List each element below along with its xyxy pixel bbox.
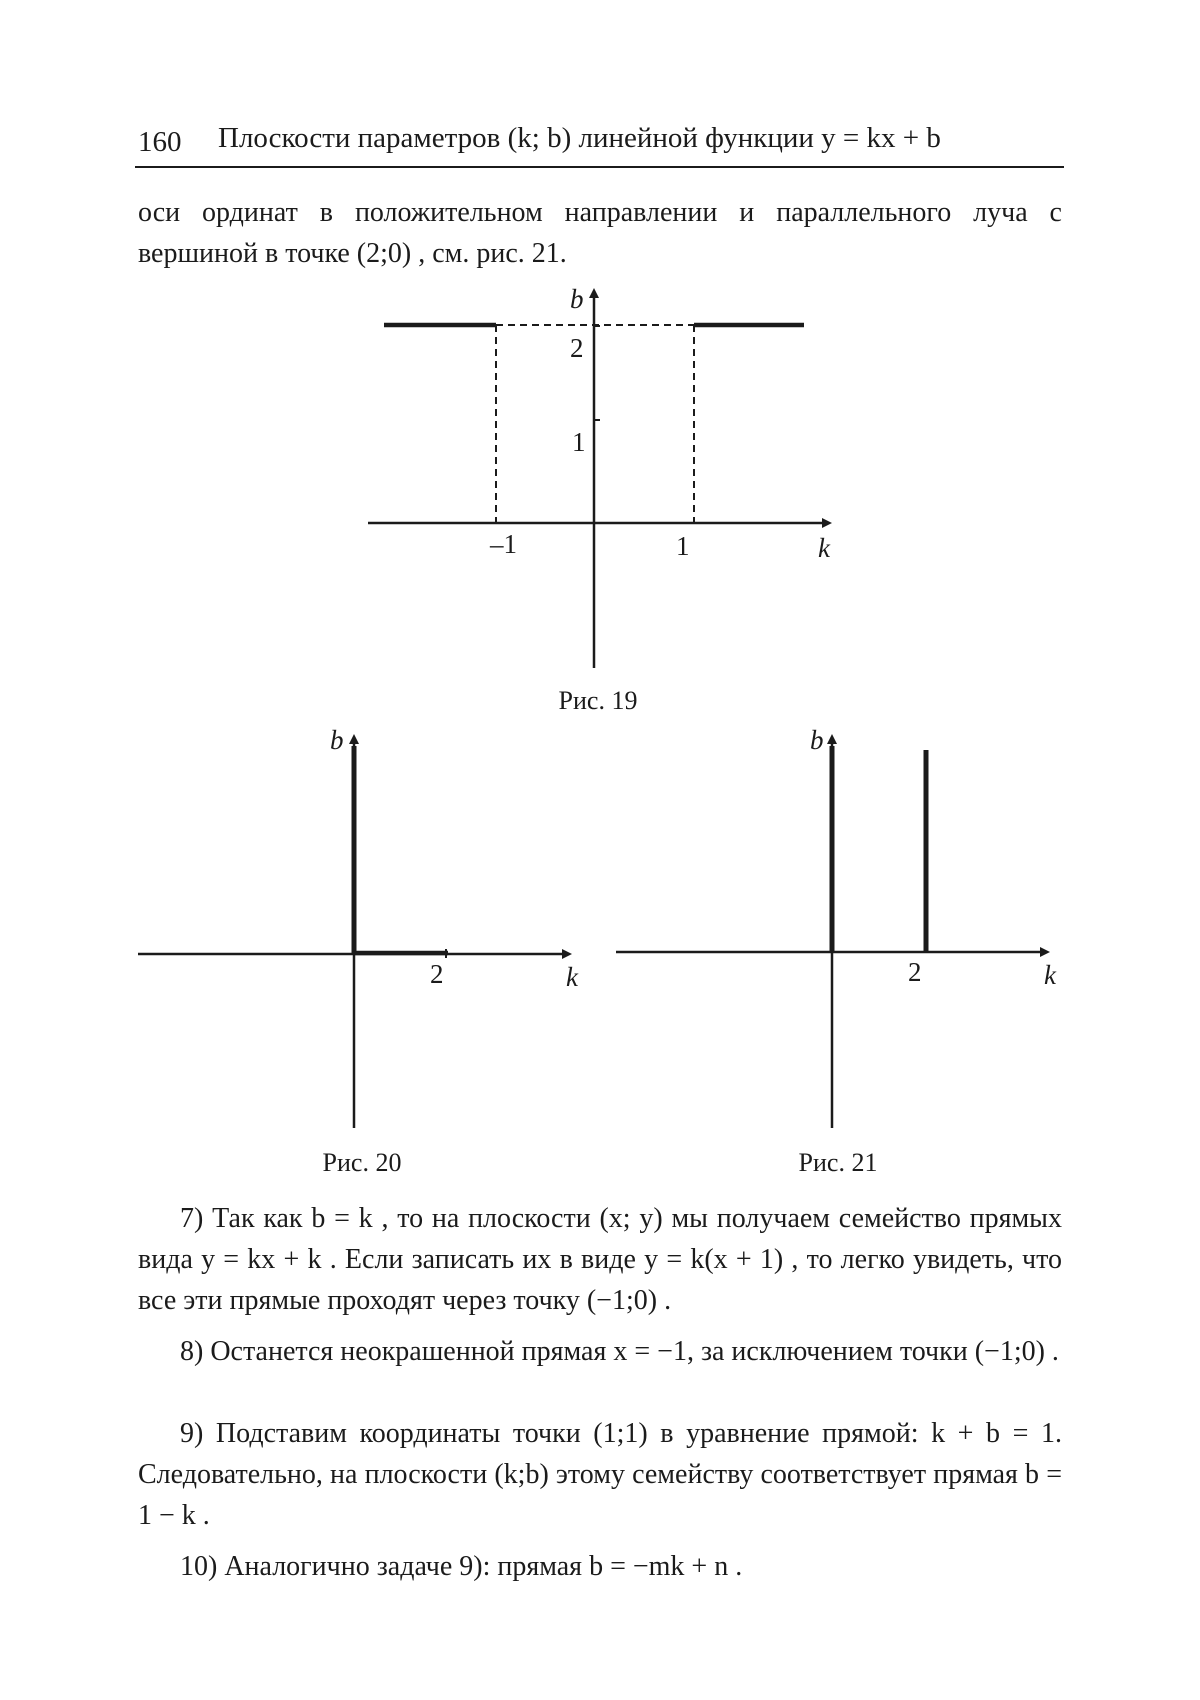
fig20-b-label: b <box>330 725 344 755</box>
paragraph-8: 8) Останется неокрашенной прямая x = −1, за исключением точки (−1;0) . <box>180 1336 1059 1367</box>
figure-20-caption: Рис. 20 <box>322 1148 402 1177</box>
paragraph-7: 7) Так как b = k , то на плоскости (x; y) мы получаем семейство прямых вида y = kx + k . Если записать их в виде y = k(x + 1) , то легко увидеть, что все эти прямые проходят через точку (−1;0) . <box>138 1203 1062 1316</box>
fig19-tick-label-b1: 1 <box>572 427 586 457</box>
fig21-b-arrow <box>827 734 837 744</box>
fig21-b-label: b <box>810 725 824 755</box>
fig19-tick-label-k1: 1 <box>676 531 690 561</box>
fig21-k-label: k <box>1044 960 1056 990</box>
fig20-tick-label-k2: 2 <box>430 959 444 989</box>
fig19-b-label: b <box>570 284 584 314</box>
fig19-k-label: k <box>818 533 830 563</box>
fig20-k-label: k <box>566 962 578 992</box>
fig21-tick-label-k2: 2 <box>908 957 922 987</box>
running-title: Плоскости параметров (k; b) линейной функции y = kx + b <box>218 122 941 154</box>
paragraph-9: 9) Подставим координаты точки (1;1) в уравнение прямой: k + b = 1. Следовательно, на плоскости (k;b) этому семейству соответствует прямая b = 1 − k . <box>138 1418 1062 1531</box>
fig19-tick-label-b2: 2 <box>570 333 584 363</box>
fig21-k-arrow <box>1040 947 1050 957</box>
figure-21-caption: Рис. 21 <box>798 1148 878 1177</box>
page-number: 160 <box>138 126 182 158</box>
figure-19-caption: Рис. 19 <box>558 686 638 715</box>
fig19-tick-label-kneg1: –1 <box>490 529 517 559</box>
intro-paragraph: оси ординат в положительном направлении и параллельного луча с вершиной в точке (2;0) , см. рис. 21. <box>138 197 1062 269</box>
paragraph-10: 10) Аналогично задаче 9): прямая b = −mk + n . <box>180 1551 743 1582</box>
